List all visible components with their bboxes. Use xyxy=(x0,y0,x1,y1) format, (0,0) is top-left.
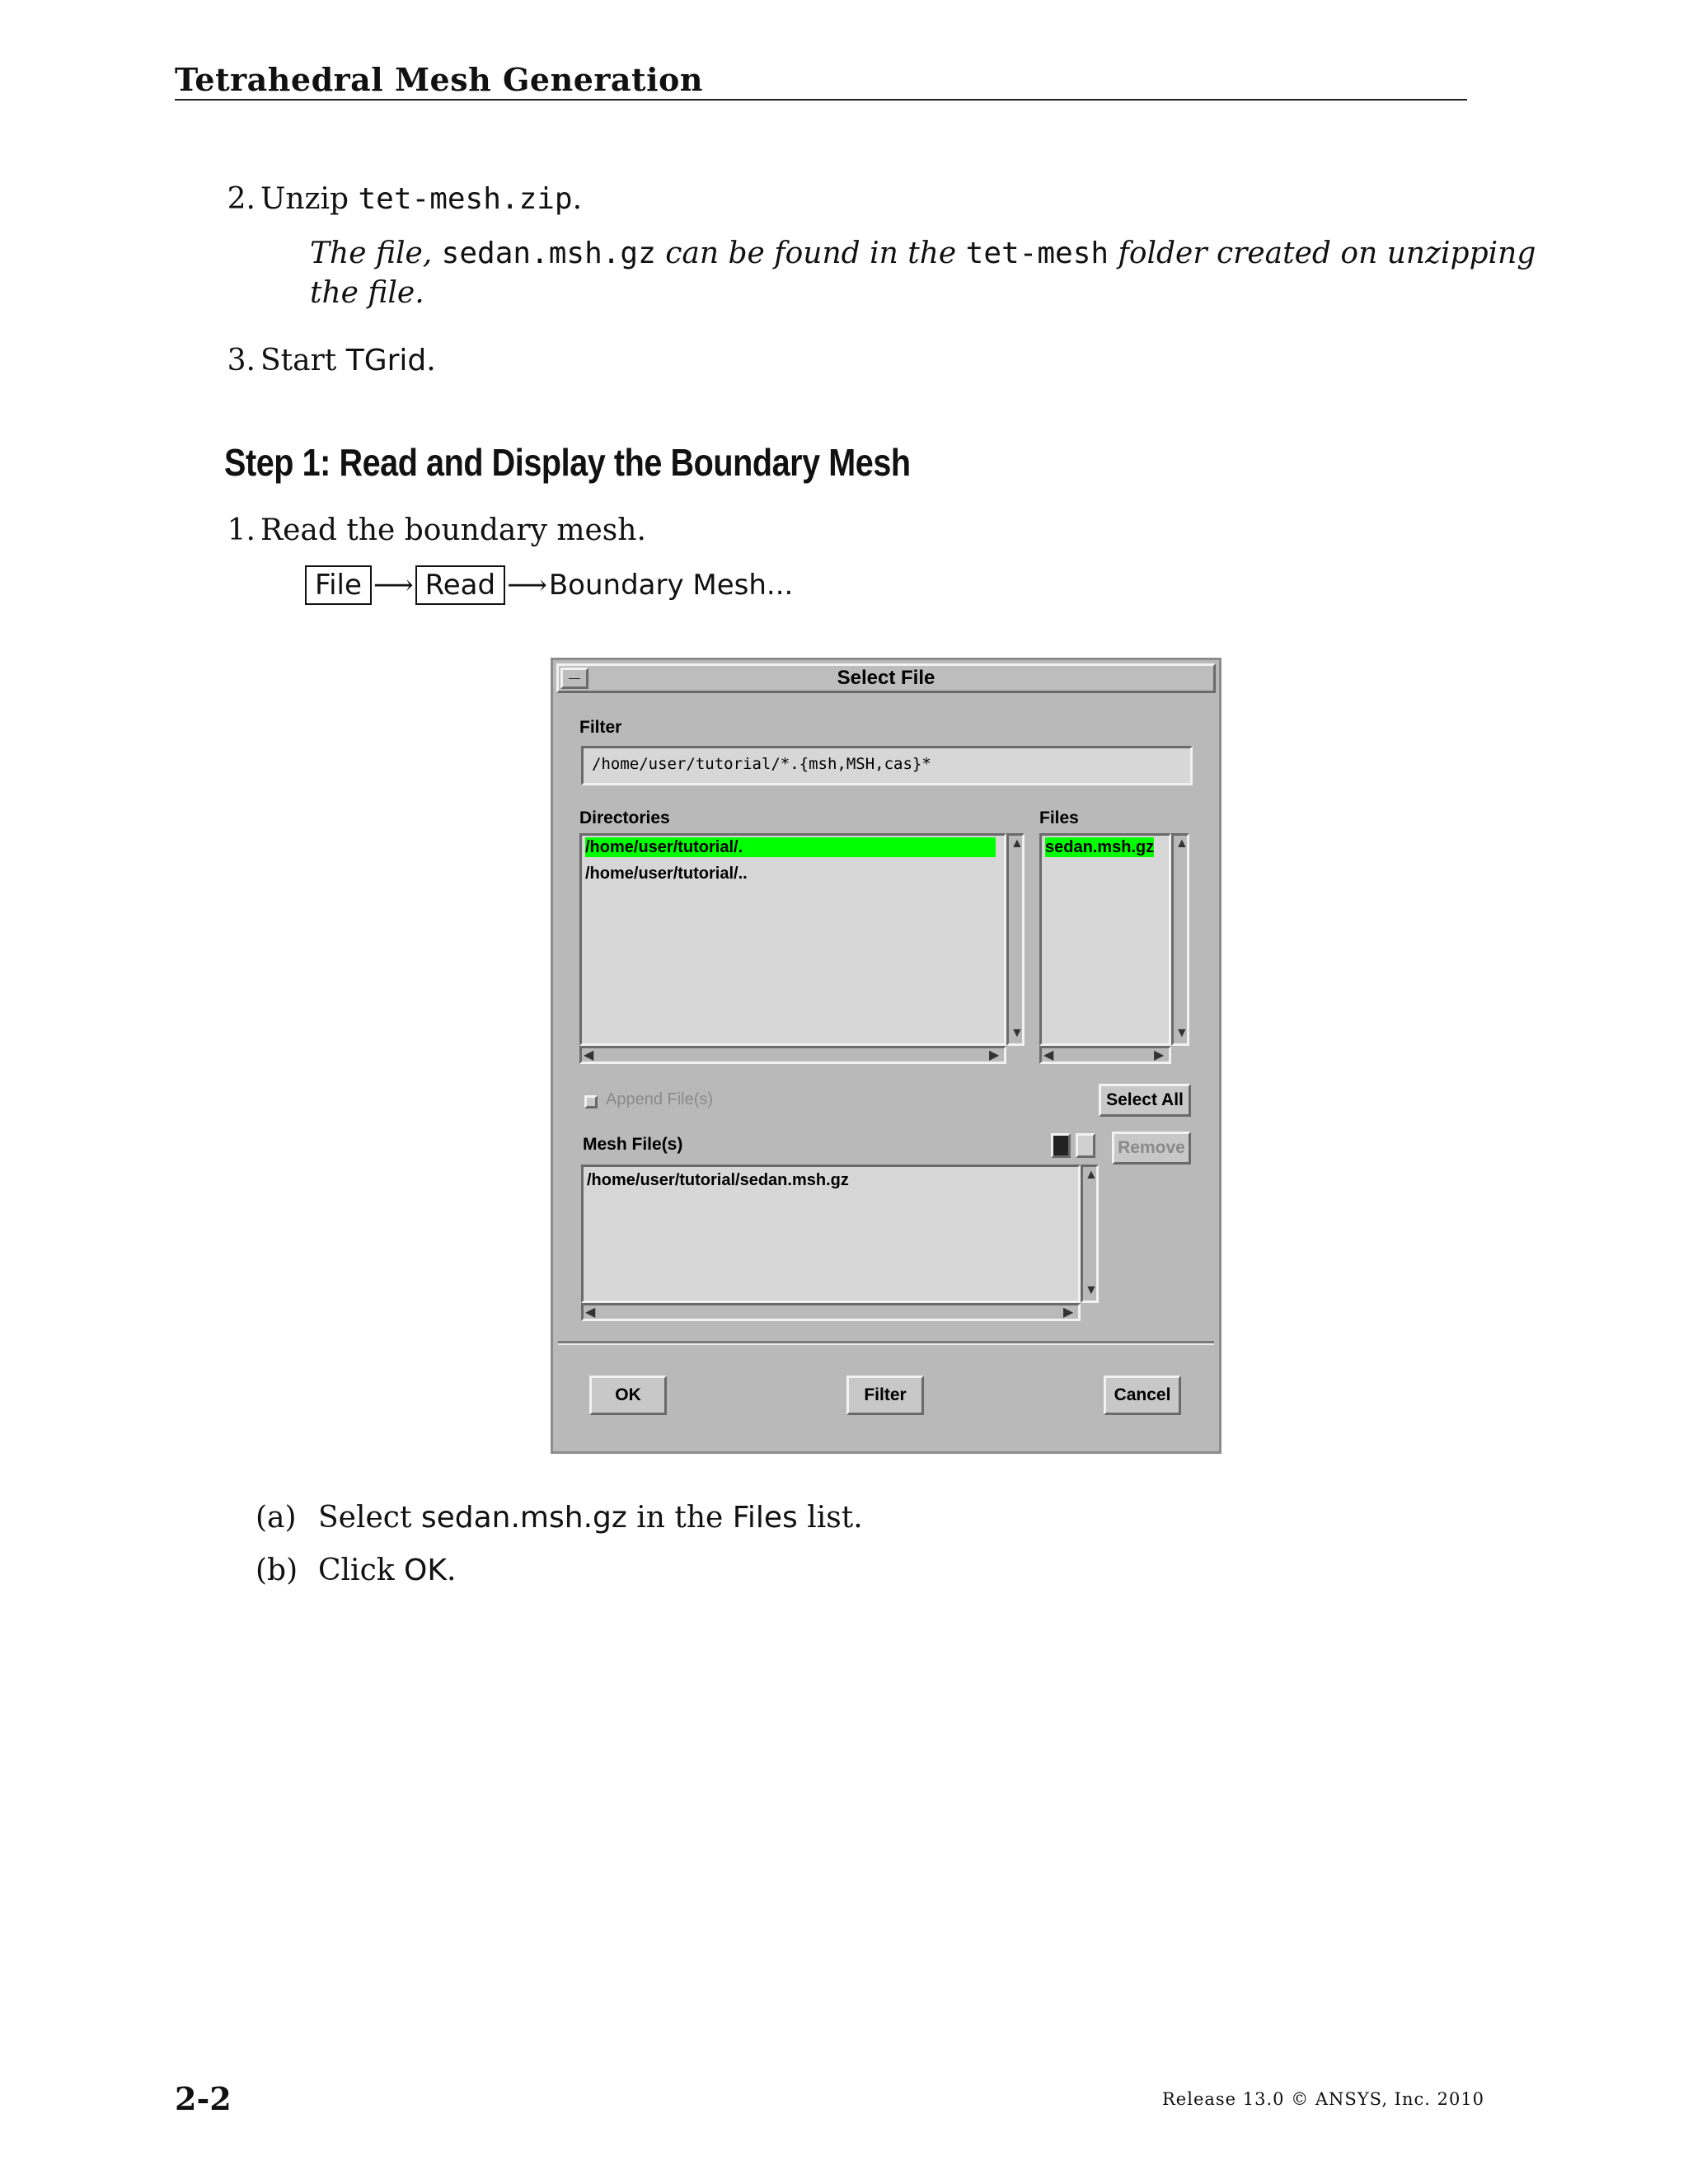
scroll-up-icon[interactable]: ▲ xyxy=(1175,837,1189,851)
deselect-mesh-icon[interactable] xyxy=(1076,1133,1095,1158)
arrow-icon: ⟶ xyxy=(373,569,414,602)
section-heading: Step 1: Read and Display the Boundary Mesh xyxy=(224,441,911,484)
mesh-files-vscroll[interactable] xyxy=(1081,1165,1099,1303)
filter-value: /home/user/tutorial/*.{msh,MSH,cas}* xyxy=(592,755,931,773)
menu-read: Read xyxy=(415,565,505,605)
directory-item[interactable]: /home/user/tutorial/.. xyxy=(585,865,748,883)
step-3-number: 3. xyxy=(227,344,256,377)
append-label: Append File(s) xyxy=(606,1090,714,1108)
arrow-icon: ⟶ xyxy=(507,569,547,602)
minimize-icon: — xyxy=(569,671,580,684)
scroll-down-icon[interactable]: ▼ xyxy=(1175,1026,1189,1040)
page-number: 2-2 xyxy=(175,2080,232,2117)
mesh-files-label: Mesh File(s) xyxy=(583,1135,683,1154)
cancel-button[interactable]: Cancel xyxy=(1104,1376,1181,1415)
scroll-left-icon[interactable]: ◀ xyxy=(1043,1048,1054,1062)
running-head: Tetrahedral Mesh Generation xyxy=(175,61,704,98)
step-3: 3. Start TGrid. xyxy=(260,341,436,381)
mesh-files-hscroll[interactable] xyxy=(581,1303,1081,1321)
menu-boundary-mesh: Boundary Mesh... xyxy=(548,569,794,602)
substep-label: (a) xyxy=(256,1501,297,1535)
header-rule xyxy=(175,99,1467,101)
scroll-up-icon[interactable]: ▲ xyxy=(1085,1168,1098,1182)
scroll-right-icon[interactable]: ▶ xyxy=(1154,1048,1165,1062)
step1-item-1: 1. Read the boundary mesh. xyxy=(260,511,646,551)
directories-hscroll[interactable] xyxy=(579,1046,1006,1064)
scroll-left-icon[interactable]: ◀ xyxy=(584,1048,594,1062)
release-notice: Release 13.0 © ANSYS, Inc. 2010 xyxy=(1162,2089,1485,2109)
files-label: Files xyxy=(1039,808,1079,827)
substep-a: (a) Select sedan.msh.gz in the Files list. xyxy=(318,1498,863,1538)
step-2-number: 2. xyxy=(227,182,256,216)
remove-button[interactable]: Remove xyxy=(1112,1132,1191,1165)
tgrid-name: TGrid xyxy=(345,344,427,377)
select-all-button[interactable]: Select All xyxy=(1099,1084,1191,1117)
scroll-left-icon[interactable]: ◀ xyxy=(585,1305,596,1319)
substep-label: (b) xyxy=(256,1554,298,1587)
ok-button[interactable]: OK xyxy=(589,1376,667,1415)
menu-file: File xyxy=(305,565,372,605)
unzip-note: The file, sedan.msh.gz can be found in the tet-mesh folder created on unzipping the file. xyxy=(310,237,1536,310)
dialog-separator xyxy=(558,1341,1214,1345)
directories-label: Directories xyxy=(579,808,670,827)
files-list[interactable] xyxy=(1039,833,1171,1046)
mesh-files-list[interactable] xyxy=(581,1165,1081,1303)
substep-b: (b) Click OK. xyxy=(318,1551,456,1591)
dialog-title: Select File xyxy=(837,667,935,689)
filter-label: Filter xyxy=(579,718,622,737)
directory-item[interactable]: /home/user/tutorial/. xyxy=(585,837,996,857)
filter-button[interactable]: Filter xyxy=(846,1376,924,1415)
title-bar[interactable] xyxy=(556,663,1216,693)
append-checkbox[interactable] xyxy=(584,1095,598,1108)
select-file-dialog xyxy=(551,658,1221,1454)
zip-filename: tet-mesh.zip xyxy=(358,182,573,216)
scroll-down-icon[interactable]: ▼ xyxy=(1010,1026,1024,1040)
files-vscroll[interactable] xyxy=(1171,833,1189,1046)
files-hscroll[interactable] xyxy=(1039,1046,1171,1064)
filter-input[interactable] xyxy=(581,746,1193,785)
directories-list[interactable] xyxy=(579,833,1006,1046)
mesh-file-item[interactable]: /home/user/tutorial/sedan.msh.gz xyxy=(587,1171,849,1189)
item-number: 1. xyxy=(227,513,256,547)
step-2: 2. Unzip tet-mesh.zip. xyxy=(260,180,582,219)
select-all-mesh-icon[interactable] xyxy=(1051,1133,1071,1158)
scroll-up-icon[interactable]: ▲ xyxy=(1010,837,1024,851)
scroll-right-icon[interactable]: ▶ xyxy=(1063,1305,1074,1319)
directories-vscroll[interactable] xyxy=(1006,833,1025,1046)
scroll-right-icon[interactable]: ▶ xyxy=(989,1048,1000,1062)
menu-path xyxy=(305,565,793,605)
scroll-down-icon[interactable]: ▼ xyxy=(1085,1283,1098,1297)
file-item[interactable]: sedan.msh.gz xyxy=(1045,838,1155,856)
